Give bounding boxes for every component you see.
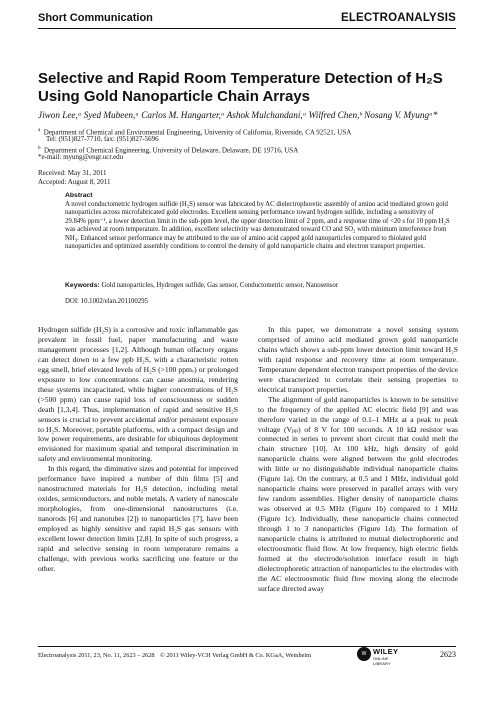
keywords-block [65, 282, 455, 291]
abstract-label: Abstract [65, 192, 93, 199]
wiley-logo-name: WILEY [373, 647, 399, 656]
wiley-badge-icon: W [357, 647, 371, 661]
body-column-left [38, 325, 238, 574]
footer-copyright: © 2011 Wiley-VCH Verlag GmbH & Co. KGaA, Weinheim [160, 652, 312, 659]
affiliation-a-text: Department of Chemical and Enviromental Engineering, University of California, Riverside, CA 92521, USA [43, 128, 352, 137]
wiley-logo [357, 647, 407, 666]
accepted-date: Accepted: August 8, 2011 [38, 178, 111, 186]
keywords-text: Gold nanoparticles, Hydrogen sulfide, Gas sensor, Conductometric sensor, Nanosensor [101, 282, 338, 289]
journal-name: ELECTROANALYSIS [340, 12, 456, 24]
body-column-right [258, 325, 458, 594]
paragraph: In this paper, we demonstrate a novel sensing system comprised of amino acid mediated grown gold nanoparticle chains which shows a sub-ppm lower detection limit toward H₂S with rapid response and recovery time at room temperature. Temperature dependent electron transport properties of the device were characterized to correlate their sensing properties to electrical transport properties. [258, 325, 458, 394]
affiliation-a-mark: a [38, 128, 41, 133]
paragraph: Hydrogen sulfide (H₂S) is a corrosive and toxic inflammable gas prevalent in fossil fuel, paper manufacturing and waste management processes [1,2]. Although human olfactory organs can detect down to a few ppb H₂S, with a characteristic rotten egg smell, brief elevated levels of H₂S (>100 ppmᵥ) or prolonged exposure to low concentrations can cause anosmia, rendering these systems incapacitated, while higher concentrations of H₂S (>500 ppm) can cause rapid loss of consciousness or sudden death [1,3,4]. Thus, implementation of rapid and sensitive H₂S sensors is crucial to prevent accidental and/or persistent exposure to H₂S. Moreover, portable platforms, with a compact design and low power requirements, are desirable for ubiquitous deployment envisioned for maximum spatial and temporal discrimination in safety and environmental monitoring. [38, 325, 238, 464]
paragraph: The alignment of gold nanoparticles is known to be sensitive to the frequency of the applied AC electric field [9] and was therefore varied in the range of 0.1–1 MHz at a peak to peak voltage (Vₚₚ) of 8 V for 100 seconds. A 10 kΩ resistor was connected in series to prevent short circuit that could melt the chain structure [10]. At 100 kHz, high density of gold nanoparticle chains were aligned between the gold electrodes with little or no distinguishable individual nanoparticle chains (Figure 1a). On the contrary, at 0.5 and 1 MHz, individual gold nanoparticle chains were preserved in parallel arrays with very few random assemblies. Higher density of nanoparticle chains was observed at 0.5 MHz (Figure 1b) compared to 1 MHz (Figure 1c). Individually, these nanoparticle chains connected through 1 to 3 nanoparticles (Figure 1d). The formation of nanoparticle chains is attributed to mutual dielectrophoretic and electroosmotic fluid flow. At low frequency, high electric fields formed at the electrode/solution interface result in high dielectrophoretic attraction of nanoparticles to the electrodes with the AC electroosmotic fluid flow moving along the electrode surface directed away [258, 394, 458, 593]
affiliation-a-phone: Tel: (951)827-7710, fax: (951)827-5696 [46, 135, 159, 143]
header-rule [38, 28, 456, 29]
abstract-text: A novel conductometric hydrogen sulfide (H₂S) sensor was fabricated by AC dielectrophoretic assembly of amino acid mediated grown gold nanoparticles across microfabricated gold electrodes. Excellent sensing performance toward hydrogen sulfide, including a sensitivity of 29.84% ppm⁻¹, a lower detection limit in the sub-ppm level, the upper detection limit of 2 ppm, and a response time of <20 s for 10 ppm H₂S was achieved at room temperature. In addition, excellent selectivity was demonstrated toward CO and SO₂ with minimum interference from NH₃. Enhanced sensor performance may be attributed to the use of amino acid capped gold nanoparticles compared to thiolated gold nanoparticles and optimized assembly conditions to control the density of gold nanoparticle chains and electron transport properties. [65, 200, 450, 251]
paragraph: In this regard, the diminutive sizes and potential for improved performance have inspired a number of thin films [5] and nanostructured materials for H₂S detection, including metal oxides, semiconductors, and noble metals. A variety of nanoscale morphologies, from one-dimensional nanostructures (i.e. nanorods [6] and nanotubes [2]) to nanoparticles [7], have been employed as highly sensitive and rapid H₂S gas sensors with excellent lower detection limits [2,8]. In spite of such progress, a rapid and selective sensing in room temperature remains a challenge, with previous works sacrificing one feature or the other. [38, 464, 238, 573]
author-list: Jiwon Lee,ᵃ Syed Mubeen,ᵃ Carlos M. Hangarter,ᵃ Ashok Mulchandani,ᵃ Wilfred Chen,ᵇ Nosang V. Myungᵃ* [38, 110, 438, 120]
abstract-block [65, 192, 455, 252]
section-label: Short Communication [38, 12, 153, 24]
corresponding-email: *e-mail: myung@engr.ucr.edu [38, 153, 124, 161]
article-title: Selective and Rapid Room Temperature Detection of H₂S Using Gold Nanoparticle Chain Arrays [38, 70, 443, 105]
keywords-label: Keywords: [65, 282, 100, 289]
doi: DOI: 10.1002/elan.201100295 [65, 298, 148, 305]
affiliation-b-text: Department of Chemical Engineering, University of Delaware, Delaware, DE 19716, USA [44, 146, 299, 155]
wiley-logo-sub: ONLINE LIBRARY [373, 656, 391, 666]
article-dates [38, 169, 110, 187]
footer-citation: Electroanalysis 2011, 23, No. 11, 2623 – 2628 [38, 652, 155, 659]
affiliation-b-mark: b [38, 146, 41, 151]
received-date: Received: May 31, 2011 [38, 169, 107, 177]
page-number: 2623 [440, 650, 456, 659]
